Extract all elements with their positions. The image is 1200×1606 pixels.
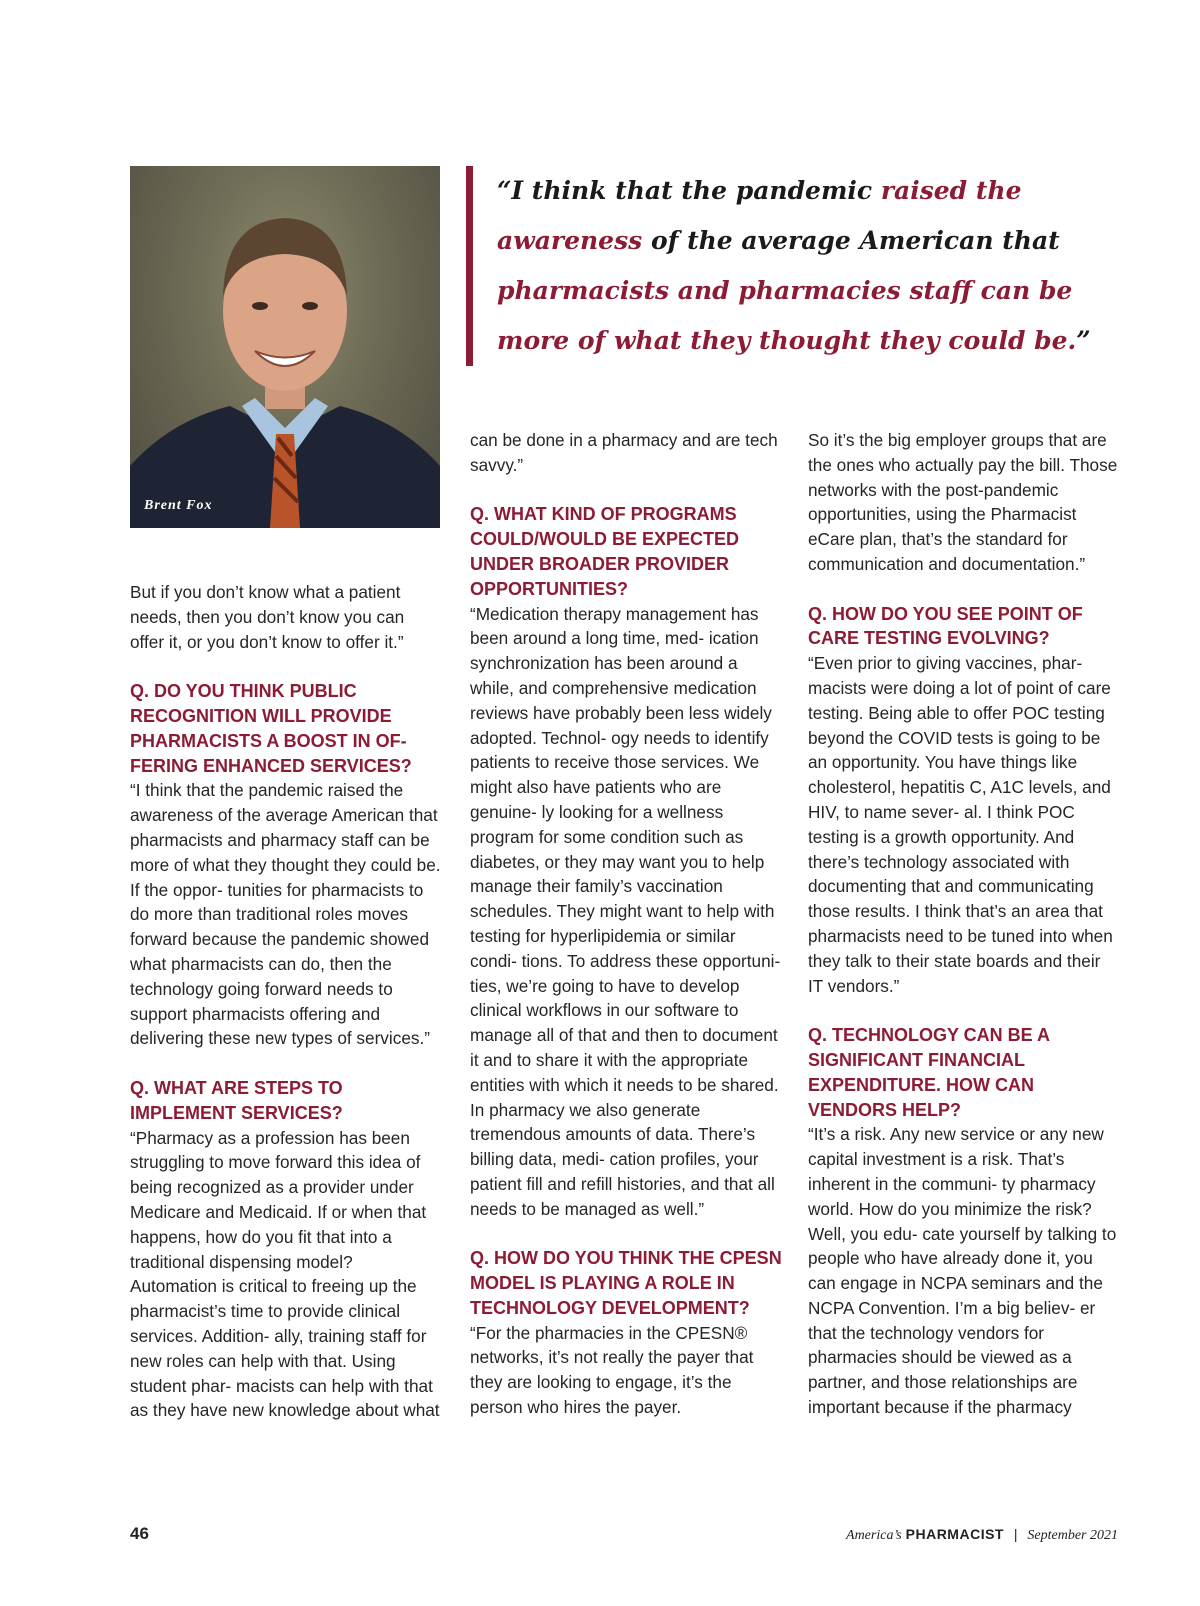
pull-quote-segment: of the average American that [642, 226, 1060, 255]
question-heading: Q. WHAT KIND OF PROGRAMS COULD/WOULD BE EXPECTED UNDER BROADER PROVIDER OPPORTUNITIES? [470, 504, 740, 599]
paragraph-spacer [470, 478, 782, 503]
question-heading: Q. HOW DO YOU THINK THE CPESN MODEL IS PLAYING A ROLE IN TECHNOLOGY DEVELOPMENT? [470, 1248, 782, 1318]
answer-paragraph: “It’s a risk. Any new service or any new capital investment is a risk. That’s inherent in the communi- ty pharmacy world. How do you minimize the risk? Well, you edu- cate yourself by talking to people who have already done it, you can engage in NCPA seminars and the NCPA Convention. I’m a big believ- er that the technology vendors for pharmacies should be viewed as a partner, and those relationships are important because if the pharmacy [808, 1124, 1117, 1418]
running-footer [846, 1526, 1118, 1544]
magazine-prefix: America’s [846, 1528, 902, 1543]
answer-paragraph: “Even prior to giving vaccines, phar- macists were doing a lot of point of care testing. Being able to offer POC testing beyond the COVID tests is going to be an opportunity. You have things like cholesterol, hepatitis C, A1C levels, and HIV, to name sever- al. I think POC testing is a growth opportunity. And there’s technology associated with documenting that and communicating those results. I think that’s an area that pharmacists need to be tuned into when they talk to their state boards and their IT vendors.” [808, 653, 1113, 996]
portrait-illustration [130, 166, 440, 528]
article-column-1 [130, 580, 442, 1423]
answer-paragraph: “Pharmacy as a profession has been struggling to move forward this idea of being recognized as a provider under Medicare and Medicaid. If or when that happens, how do you fit that into a traditional dispensing model? Automation is critical to freeing up the pharmacist’s time to provide clinical services. Addition- ally, training staff for new roles can help with that. Using student phar- macists can help with that as they have new knowledge about what [130, 1127, 440, 1421]
pull-quote-highlight: raised the awareness [497, 176, 1022, 255]
question-heading: Q. DO YOU THINK PUBLIC RECOGNITION WILL PROVIDE PHARMACISTS A BOOST IN OF- FERING ENHANCED SERVICES? [130, 681, 412, 776]
paragraph-spacer [808, 998, 1120, 1023]
article-column-2 [470, 428, 782, 1420]
paragraph-spacer [130, 654, 442, 679]
page-number: 46 [130, 1524, 149, 1543]
footer-separator: | [1013, 1526, 1018, 1542]
pull-quote-highlight: pharmacists and pharmacies staff can be more of what they thought they could be. [497, 276, 1077, 355]
answer-paragraph: But if you don’t know what a patient needs, then you don’t know you can offer it, or you don’t know to offer it.” [130, 582, 405, 652]
portrait-photo [130, 166, 440, 528]
magazine-title: PHARMACIST [905, 1526, 1004, 1542]
paragraph-spacer [470, 1222, 782, 1247]
photo-caption: Brent Fox [144, 498, 213, 513]
pull-quote-segment: “I think that the pandemic [497, 176, 881, 205]
paragraph-spacer [808, 577, 1120, 602]
pull-quote [466, 166, 1137, 366]
question-heading: Q. WHAT ARE STEPS TO IMPLEMENT SERVICES? [130, 1077, 343, 1123]
answer-paragraph: So it’s the big employer groups that are the ones who actually pay the bill. Those networks with the post-pandemic opportunities, using the Pharmacist eCare plan, that’s the standard for communication and documentation.” [808, 430, 1118, 574]
pull-quote-segment: ” [1076, 326, 1091, 355]
article-column-3 [808, 428, 1120, 1420]
paragraph-spacer [130, 1051, 442, 1076]
answer-paragraph: “For the pharmacies in the CPESN® networks, it’s not really the payer that they are looking to engage, it’s the person who hires the payer. [470, 1322, 754, 1418]
answer-paragraph: “Medication therapy management has been around a long time, med- ication synchronization has been around a while, and comprehensive medication reviews have probably been less widely adopted. Technol- ogy needs to identify patients to receive those services. We might also have patients who are genuine- ly looking for a wellness program for some condition such as diabetes, or they may want you to help manage their family’s vaccination schedules. They might want to help with testing for hyperlipidemia or similar condi- tions. To address these opportuni- ties, we’re going to have to develop clinical workflows in our software to manage all of that and then to document it and to share it with the appropriate entities with which it needs to be shared. In pharmacy we also generate tremendous amounts of data. There’s billing data, medi- cation profiles, your patient fill and refill histories, and that all needs to be managed as well.” [470, 603, 781, 1219]
issue-date: September 2021 [1027, 1528, 1118, 1543]
question-heading: Q. HOW DO YOU SEE POINT OF CARE TESTING EVOLVING? [808, 603, 1083, 649]
answer-paragraph: can be done in a pharmacy and are tech savvy.” [470, 430, 778, 475]
question-heading: Q. TECHNOLOGY CAN BE A SIGNIFICANT FINANCIAL EXPENDITURE. HOW CAN VENDORS HELP? [808, 1025, 1050, 1120]
answer-paragraph: “I think that the pandemic raised the awareness of the average American that pharmacists and pharmacy staff can be more of what they thought they could be. If the oppor- tunities for pharmacists to do more than traditional roles moves forward because the pandemic showed what pharmacists can do, then the technology going forward needs to support pharmacists offering and delivering these new types of services.” [130, 780, 441, 1049]
pull-quote-text [497, 166, 1137, 366]
